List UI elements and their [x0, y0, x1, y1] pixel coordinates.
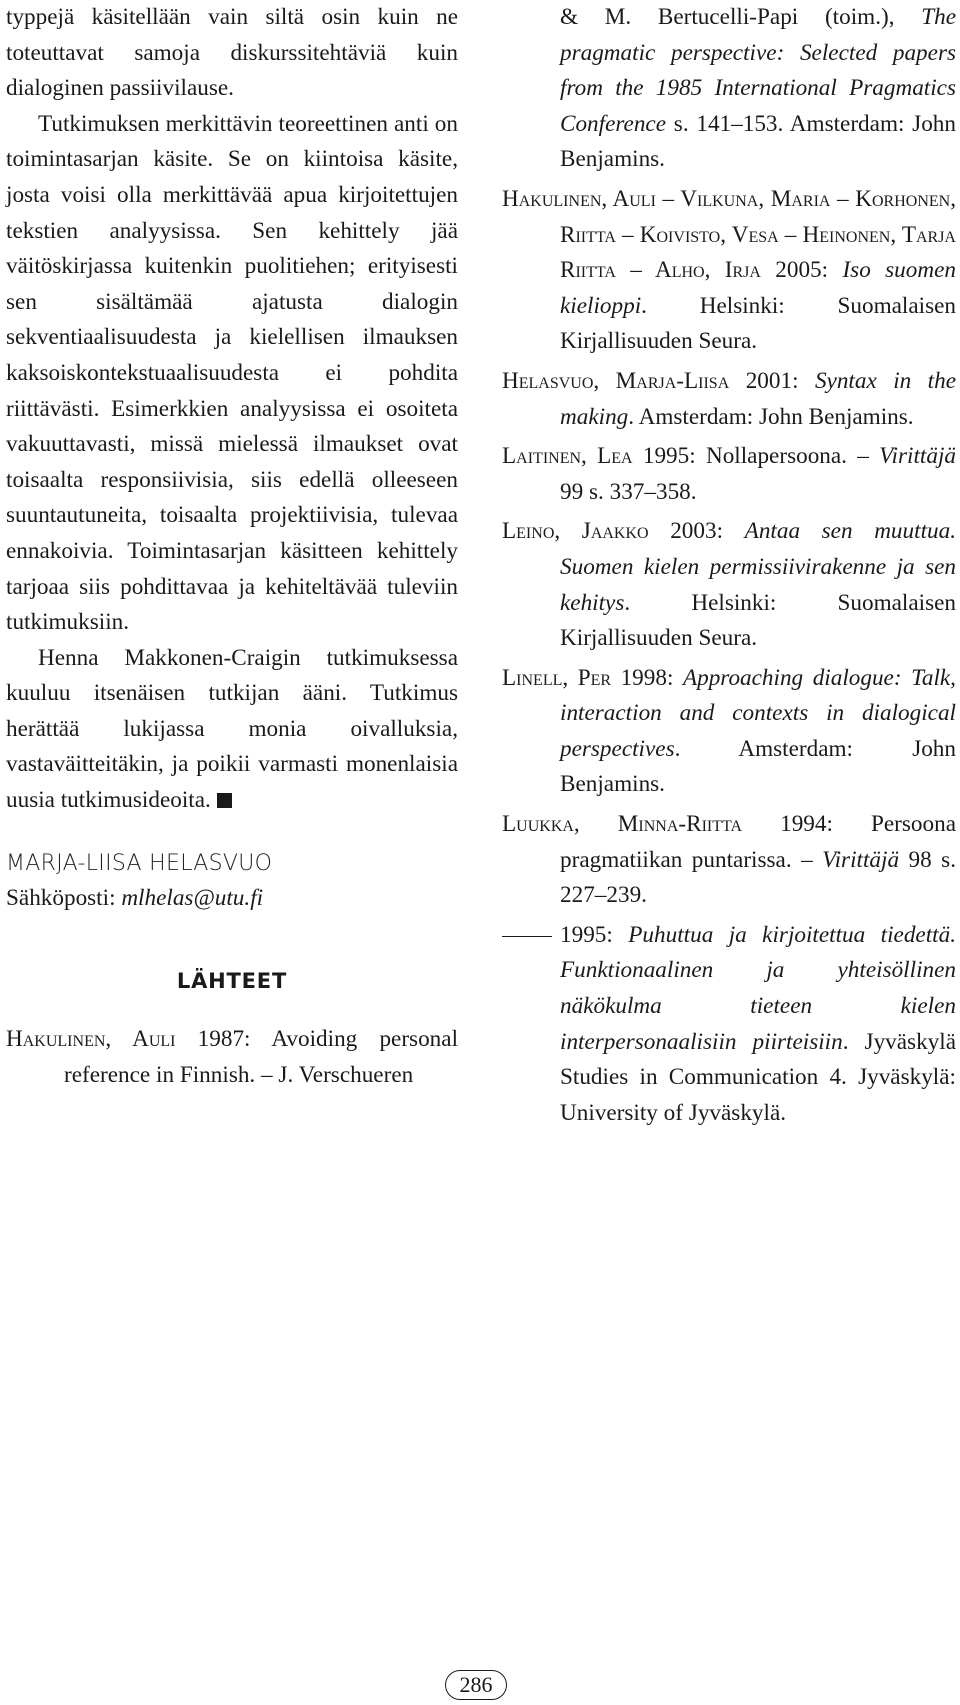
reference-title: The pragmatic perspective: Selected papers from the 1985 International Pragmatics Conference	[560, 4, 956, 137]
reference-year: 1995:	[632, 443, 706, 470]
reference-text: . Jyväskylä Studies in Communication 4. Jyväskylä: University of Jyväskylä.	[560, 1028, 957, 1126]
reference-text: s. 141–153. Amsterdam: John Benjamins.	[560, 110, 956, 173]
reference-year: 2001:	[729, 367, 815, 394]
page-number: 286	[445, 1670, 507, 1700]
repeat-author-dash	[502, 936, 552, 937]
reference-continuation	[502, 0, 956, 178]
body-paragraph: typpejä käsitellään vain siltä osin kuin ne toteuttavat samoja diskurssitehtäviä kuin dialoginen passiivilause.	[6, 4, 458, 102]
reference-title: Approaching dialogue: Talk, interaction and contexts in dialogical perspectives	[560, 664, 956, 762]
reference-author: Hakulinen, Auli – Vilkuna, Maria – Korhonen, Riitta – Koivisto, Vesa – Heinonen, Tarja Riitta – Alho, Irja	[502, 185, 956, 284]
author-email[interactable]: mlhelas@utu.fi	[121, 884, 264, 911]
references-heading: LÄHTEET	[176, 969, 288, 994]
body-paragraph-text: Henna Makkonen-Craigin tutkimuksessa kuuluu itsenäisen tutkijan ääni. Tutkimus herättää lukijassa monia oivalluksia, vastaväitteitäkin, ja poikii varmasti monenlaisia uusia tutkimusideoita.	[6, 644, 458, 814]
reference-author: Hakulinen, Auli	[6, 1026, 176, 1053]
reference-title: Puhuttua ja kirjoitettua tiedettä. Funktionaalinen ja yhteisöllinen näkökulma tieteen kielen interpersonaalisiin piirteisiin	[560, 921, 956, 1055]
reference-author: Helasvuo, Marja-Liisa	[502, 367, 730, 394]
reference-entry	[502, 661, 956, 803]
body-paragraph	[6, 641, 458, 819]
reference-year: 1995:	[560, 921, 629, 948]
reference-title: Iso suomen kielioppi	[560, 257, 956, 319]
reference-text: . Amsterdam: John Benjamins.	[560, 735, 956, 798]
reference-text: Nollapersoona. –	[705, 443, 880, 470]
reference-title: Virittäjä	[879, 443, 956, 470]
review-author: MARJA-LIISA HELASVUO	[6, 850, 273, 876]
reference-text: 1987: Avoiding personal reference in Finnish. – J. Verschueren	[64, 1026, 459, 1088]
reference-text: . Amsterdam: John Benjamins.	[628, 403, 914, 430]
reference-text: Persoona pragmatiikan puntarissa. –	[560, 811, 956, 873]
reference-year: 2005:	[760, 257, 843, 284]
reference-author: Laitinen, Lea	[502, 443, 633, 470]
end-of-article-mark	[217, 793, 232, 808]
reference-author: Leino, Jaakko	[502, 518, 649, 545]
reference-author: Luukka, Minna-Riitta	[502, 811, 743, 838]
reference-text: 98 s. 227–239.	[560, 846, 956, 909]
reference-title: Syntax in the making	[560, 367, 956, 430]
reference-text: & M. Bertucelli-Papi (toim.),	[560, 4, 922, 30]
reference-text: . Helsinki: Suomalaisen Kirjallisuuden Seura.	[560, 292, 956, 355]
reference-entry	[502, 807, 956, 914]
reference-entry	[502, 514, 956, 656]
reference-entry	[502, 364, 956, 435]
reference-year: 1998:	[611, 664, 683, 691]
reference-entry	[502, 182, 956, 360]
reference-entry	[502, 918, 956, 1132]
reference-entry	[502, 439, 956, 510]
reference-text: 99 s. 337–358.	[560, 478, 697, 505]
author-email-line	[6, 881, 458, 917]
left-column	[6, 0, 458, 1093]
reference-entry	[6, 1022, 458, 1093]
right-column	[502, 0, 956, 1131]
reference-title: Antaa sen muuttua. Suomen kielen permissiivirakenne ja sen kehitys	[560, 518, 956, 616]
reference-year: 1994:	[742, 811, 871, 838]
email-label: Sähköposti:	[6, 884, 116, 911]
reference-text: . Helsinki: Suomalaisen Kirjallisuuden Seura.	[560, 589, 956, 652]
reference-year: 2003:	[648, 518, 745, 545]
reference-title: Virittäjä	[822, 846, 900, 873]
reference-author: Linell, Per	[502, 664, 612, 691]
body-paragraph: Tutkimuksen merkittävin teoreettinen anti on toimintasarjan käsite. Se on kiintoisa käsite, josta voisi olla merkittävää apua kirjoitettujen tekstien analyysissa. Sen kehittely jää väitöskirjassa kuitenkin puolitiehen; erityisesti sen sisältämää ajatusta dialogin sekventiaalisuudesta ja kielellisen ilmauksen kaksoiskontekstuaalisuudesta ei pohdita riittävästi. Esimerkkien analyysissa ei osoiteta vakuuttavasti, missä mielessä ilmaukset ovat toisaalta responsiivisia, siis edellä olleeseen suuntautuneita, toisaalta projektiivisia, tulevaa ennakoivia. Toimintasarjan käsitteen kehittely tarjoaa siis pohdittavaa ja kehiteltävää tuleviin tutkimuksiin.	[6, 110, 458, 636]
